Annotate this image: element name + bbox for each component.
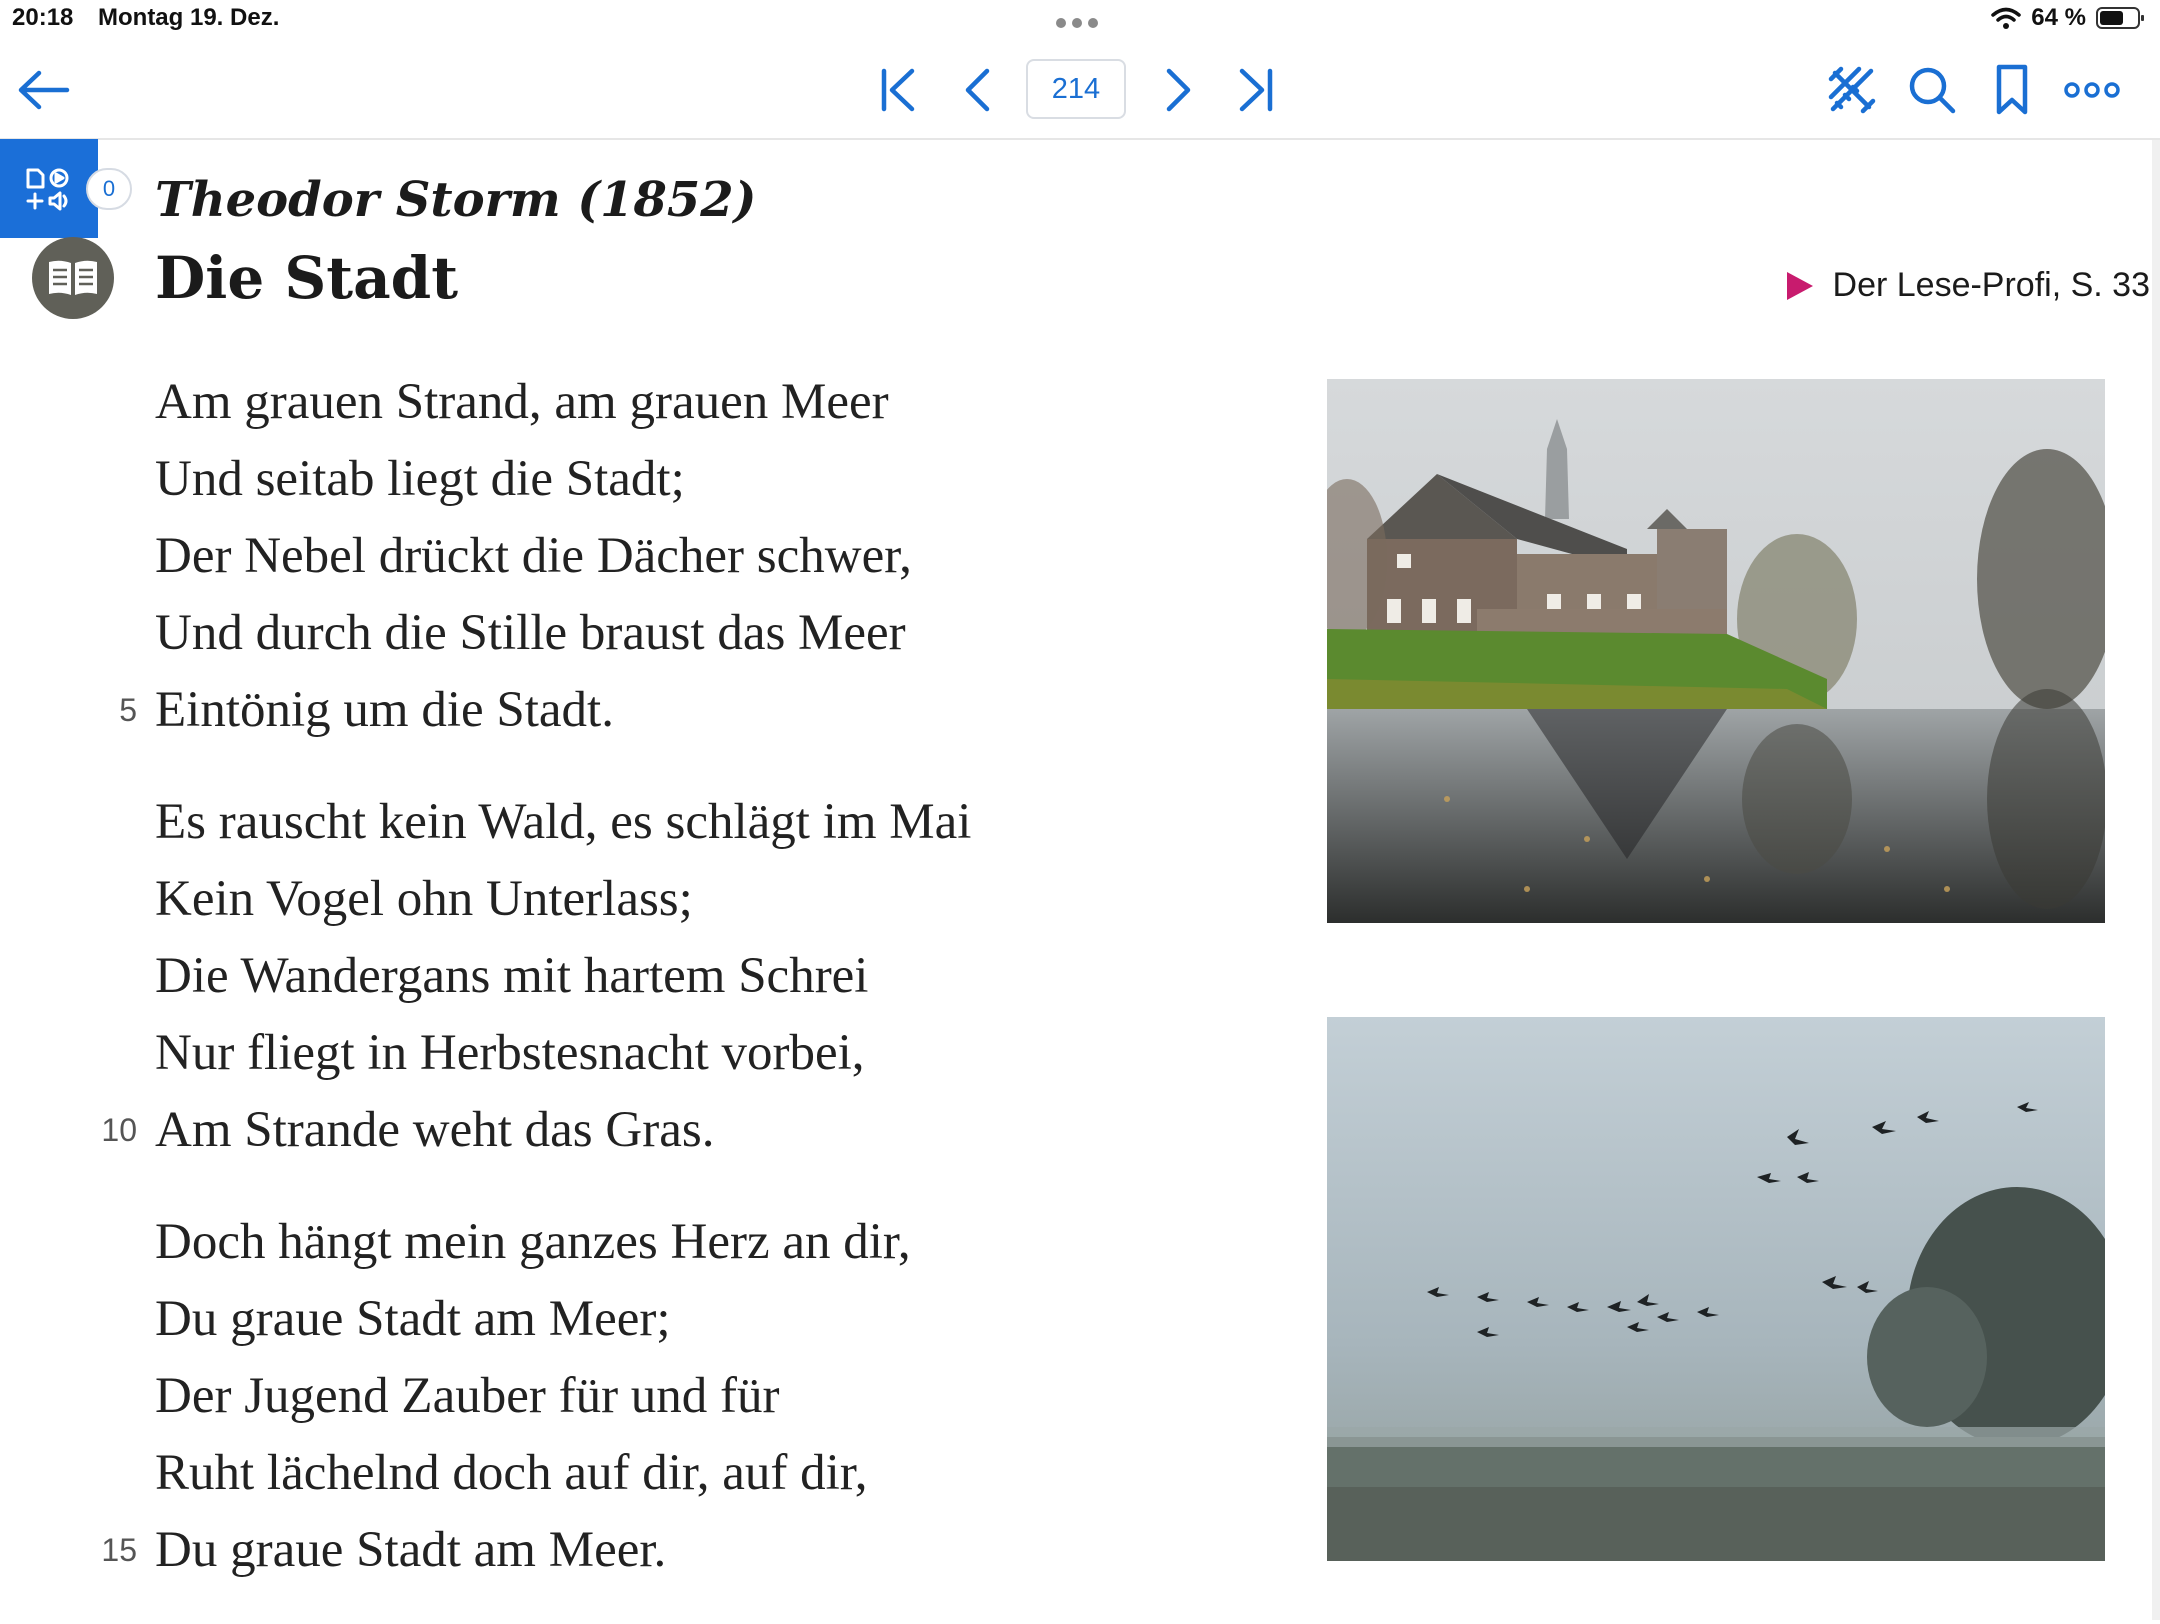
poem-line [155, 441, 971, 518]
next-page-icon[interactable] [1148, 60, 1208, 120]
poem-author: Theodor Storm (1852) [155, 172, 757, 228]
poem-line [155, 1281, 971, 1358]
search-icon[interactable] [1902, 60, 1962, 120]
open-book-icon [46, 258, 100, 298]
poem-title: Die Stadt [155, 244, 459, 312]
poem-line [119, 672, 971, 749]
line-number: 15 [101, 1532, 137, 1568]
status-time: 20:18 [12, 4, 74, 31]
poem-line [155, 861, 971, 938]
poem-line-text: Die Wandergans mit hartem Schrei [155, 948, 869, 1004]
poem-line-text: Und durch die Stille braust das Meer [155, 605, 906, 661]
bookmark-icon[interactable] [1982, 60, 2042, 120]
wifi-icon [1991, 6, 2021, 30]
poem-line-text: Nur fliegt in Herbstesnacht vorbei, [155, 1025, 865, 1081]
poem-line [155, 518, 971, 595]
tools-icon[interactable] [1822, 60, 1882, 120]
status-indicators [1991, 4, 2140, 32]
battery-icon [2096, 7, 2140, 29]
reference-link[interactable] [1787, 266, 2150, 305]
poem-line-text: Und seitab liegt die Stadt; [155, 451, 685, 507]
poem-line [155, 1015, 971, 1092]
battery-percent: 64 % [2031, 4, 2086, 31]
stanza [101, 784, 972, 1169]
reading-mode-button[interactable] [32, 237, 114, 319]
stanza [119, 364, 971, 749]
poem-line-text: Am grauen Strand, am grauen Meer [155, 374, 889, 430]
poem-line [101, 1092, 971, 1169]
scrollbar-track[interactable] [2152, 140, 2160, 1620]
page-number-field[interactable]: 214 [1026, 59, 1126, 119]
poem-line-text: Du graue Stadt am Meer; [155, 1291, 671, 1347]
stanza [101, 1204, 971, 1589]
poem-line [155, 1435, 971, 1512]
media-count-badge: 0 [86, 168, 132, 210]
reference-text: Der Lese-Profi, S. 33 [1832, 266, 2150, 304]
poem-line [155, 595, 971, 672]
line-number: 5 [119, 692, 137, 728]
poem-line [155, 1358, 971, 1435]
poem-line-text: Es rauscht kein Wald, es schlägt im Mai [155, 794, 972, 850]
poem-line [155, 364, 971, 441]
flying-geese-photo [1327, 1017, 2105, 1561]
poem-line-text: Doch hängt mein ganzes Herz an dir, [155, 1214, 911, 1270]
poem-line [101, 1512, 971, 1589]
line-number: 10 [101, 1112, 137, 1148]
poem-line [155, 938, 971, 1015]
poem-line-text: Du graue Stadt am Meer. [155, 1522, 667, 1578]
more-icon[interactable] [2062, 60, 2122, 120]
poem-line [155, 784, 971, 861]
media-icon [24, 167, 74, 211]
last-page-icon[interactable] [1226, 60, 1286, 120]
poem-line-text: Der Jugend Zauber für und für [155, 1368, 780, 1424]
poem-line-text: Ruht lächelnd doch auf dir, auf dir, [155, 1445, 868, 1501]
previous-page-icon[interactable] [948, 60, 1008, 120]
poem-line-text: Eintönig um die Stadt. [155, 682, 614, 738]
play-triangle-icon [1787, 272, 1813, 300]
multitasking-dots-icon[interactable] [1056, 18, 1098, 28]
poem-line [155, 1204, 971, 1281]
poem-line-text: Am Strande weht das Gras. [155, 1102, 715, 1158]
media-panel-button[interactable] [0, 139, 98, 238]
foggy-town-photo [1327, 379, 2105, 923]
poem-text [101, 364, 972, 1624]
poem-line-text: Der Nebel drückt die Dächer schwer, [155, 528, 912, 584]
back-arrow-icon[interactable] [14, 60, 74, 120]
toolbar-divider [0, 138, 2160, 140]
first-page-icon[interactable] [868, 60, 928, 120]
status-date: Montag 19. Dez. [98, 4, 280, 31]
poem-line-text: Kein Vogel ohn Unterlass; [155, 871, 693, 927]
